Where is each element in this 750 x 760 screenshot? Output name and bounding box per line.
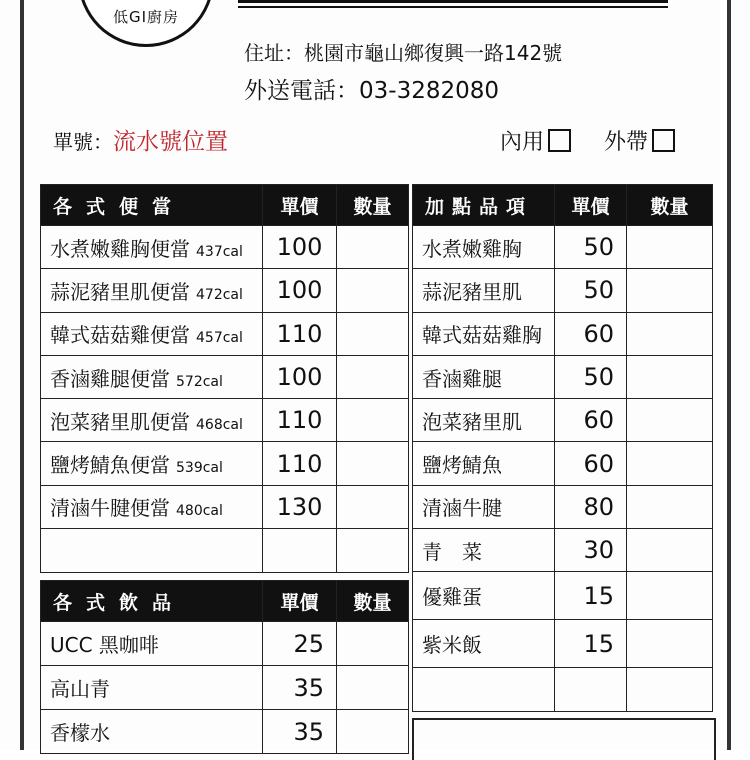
addon-qty-cell[interactable] (627, 572, 713, 620)
addon-qty-cell[interactable] (627, 399, 713, 442)
notes-box (412, 718, 716, 760)
header-rule-thin (238, 6, 668, 8)
addon-item-name: 鹽烤鯖魚 (413, 442, 555, 485)
takeout-checkbox[interactable] (652, 129, 675, 152)
addon-row (413, 442, 713, 485)
addon-empty-qty[interactable] (627, 668, 713, 712)
left-border (20, 0, 24, 750)
delivery-phone-text: 外送電話：03-3282080 (244, 78, 499, 104)
bento-row (41, 269, 409, 312)
drink-qty-cell[interactable] (337, 622, 409, 666)
bento-empty-row (41, 529, 409, 573)
addon-row (413, 269, 713, 312)
addon-item-name: 青 菜 (413, 529, 555, 572)
bento-item-price: 100 (263, 355, 337, 398)
drink-item-price: 35 (263, 710, 337, 754)
addon-item-price: 15 (555, 572, 627, 620)
bento-item-label: 韓式菇菇雞便當 (50, 323, 190, 348)
addon-empty-name (413, 668, 555, 712)
drinks-row (41, 710, 409, 754)
bento-item-label: 清滷牛腱便當 (50, 496, 170, 521)
bento-item-label: 香滷雞腿便當 (50, 366, 170, 391)
addon-item-price: 50 (555, 226, 627, 269)
bento-item-calories: 539cal (176, 460, 223, 477)
bento-item-label: 蒜泥豬里肌便當 (50, 279, 190, 304)
addon-header-row (413, 185, 713, 226)
right-border (727, 0, 731, 750)
addon-row (413, 572, 713, 620)
addon-item-price: 60 (555, 399, 627, 442)
addon-row (413, 355, 713, 398)
bento-item-price: 100 (263, 269, 337, 312)
bento-item-name (41, 355, 263, 398)
order-number-field (53, 123, 228, 156)
addon-qty-cell[interactable] (627, 312, 713, 355)
bento-empty-price (263, 529, 337, 573)
bento-item-name (41, 269, 263, 312)
bento-row (41, 485, 409, 528)
addon-header-item: 加點品項 (413, 185, 555, 226)
addon-header-price: 單價 (555, 185, 627, 226)
drinks-header-row (41, 581, 409, 622)
addon-row (413, 312, 713, 355)
takeout-option[interactable] (604, 125, 675, 156)
bento-qty-cell[interactable] (337, 355, 409, 398)
bento-row (41, 399, 409, 442)
addon-empty-price (555, 668, 627, 712)
bento-header-row (41, 185, 409, 226)
bento-item-price: 110 (263, 312, 337, 355)
addon-item-name: 香滷雞腿 (413, 355, 555, 398)
bento-item-calories: 457cal (196, 330, 243, 347)
bento-item-price: 110 (263, 399, 337, 442)
bento-item-name (41, 485, 263, 528)
drink-qty-cell[interactable] (337, 666, 409, 710)
bento-item-name (41, 399, 263, 442)
addon-qty-cell[interactable] (627, 355, 713, 398)
addon-row (413, 226, 713, 269)
bento-qty-cell[interactable] (337, 226, 409, 269)
bento-item-price: 110 (263, 442, 337, 485)
addon-qty-cell[interactable] (627, 269, 713, 312)
addon-item-name: 蒜泥豬里肌 (413, 269, 555, 312)
bento-item-calories: 437cal (196, 243, 243, 260)
bento-item-calories: 468cal (196, 416, 243, 433)
addon-table (412, 184, 713, 712)
addon-row (413, 485, 713, 528)
address-text: 住址：桃園市龜山鄉復興一路142號 (244, 41, 563, 65)
dine-in-checkbox[interactable] (548, 129, 571, 152)
bento-qty-cell[interactable] (337, 399, 409, 442)
bento-empty-qty[interactable] (337, 529, 409, 573)
addon-row (413, 529, 713, 572)
bento-qty-cell[interactable] (337, 269, 409, 312)
drinks-row (41, 666, 409, 710)
bento-item-price: 100 (263, 226, 337, 269)
bento-item-label: 泡菜豬里肌便當 (50, 409, 190, 434)
logo (78, 0, 214, 47)
bento-item-price: 130 (263, 485, 337, 528)
dine-in-label: 內用 (500, 130, 545, 155)
bento-item-name (41, 226, 263, 269)
addon-item-price: 60 (555, 442, 627, 485)
bento-table (40, 184, 409, 573)
addon-qty-cell[interactable] (627, 620, 713, 668)
bento-item-calories: 472cal (196, 286, 243, 303)
bento-item-calories: 572cal (176, 373, 223, 390)
addon-item-name: 紫米飯 (413, 620, 555, 668)
order-number-label: 單號： (53, 130, 113, 154)
addon-item-name: 泡菜豬里肌 (413, 399, 555, 442)
addon-item-name: 清滷牛腱 (413, 485, 555, 528)
bento-row (41, 312, 409, 355)
bento-item-name (41, 442, 263, 485)
bento-row (41, 226, 409, 269)
addon-item-price: 60 (555, 312, 627, 355)
addon-item-price: 80 (555, 485, 627, 528)
takeout-label: 外帶 (604, 130, 649, 155)
addon-empty-row (413, 668, 713, 712)
drink-item-name: 香檬水 (41, 710, 263, 754)
addon-item-name: 水煮嫩雞胸 (413, 226, 555, 269)
drink-item-price: 35 (263, 666, 337, 710)
logo-subtitle: 低GI廚房 (112, 8, 180, 26)
drinks-row (41, 622, 409, 666)
drinks-header-price: 單價 (263, 581, 337, 622)
header-rule (238, 0, 668, 3)
addon-row (413, 620, 713, 668)
bento-item-label: 水煮嫩雞胸便當 (50, 236, 190, 261)
drinks-header-item: 各式飲品 (41, 581, 263, 622)
bento-item-label: 鹽烤鯖魚便當 (50, 453, 170, 478)
bento-header-qty: 數量 (337, 185, 409, 226)
drinks-header-qty: 數量 (337, 581, 409, 622)
addon-item-price: 50 (555, 269, 627, 312)
addon-item-price: 30 (555, 529, 627, 572)
drink-item-name: 高山青 (41, 666, 263, 710)
addon-item-price: 15 (555, 620, 627, 668)
addon-row (413, 399, 713, 442)
addon-item-name: 韓式菇菇雞胸 (413, 312, 555, 355)
bento-qty-cell[interactable] (337, 442, 409, 485)
addon-header-qty: 數量 (627, 185, 713, 226)
addon-item-price: 50 (555, 355, 627, 398)
addon-qty-cell[interactable] (627, 442, 713, 485)
drink-qty-cell[interactable] (337, 710, 409, 754)
bento-row (41, 355, 409, 398)
dine-in-option[interactable] (500, 125, 571, 156)
addon-qty-cell[interactable] (627, 226, 713, 269)
bento-row (41, 442, 409, 485)
addon-qty-cell[interactable] (627, 485, 713, 528)
drinks-table (40, 580, 409, 754)
drink-item-name: UCC 黑咖啡 (41, 622, 263, 666)
bento-qty-cell[interactable] (337, 312, 409, 355)
addon-qty-cell[interactable] (627, 529, 713, 572)
drink-item-price: 25 (263, 622, 337, 666)
bento-qty-cell[interactable] (337, 485, 409, 528)
order-number-value: 流水號位置 (113, 129, 228, 155)
bento-header-price: 單價 (263, 185, 337, 226)
bento-header-item: 各式便當 (41, 185, 263, 226)
bento-item-name (41, 312, 263, 355)
bento-empty-name (41, 529, 263, 573)
addon-item-name: 優雞蛋 (413, 572, 555, 620)
bento-item-calories: 480cal (176, 503, 223, 520)
